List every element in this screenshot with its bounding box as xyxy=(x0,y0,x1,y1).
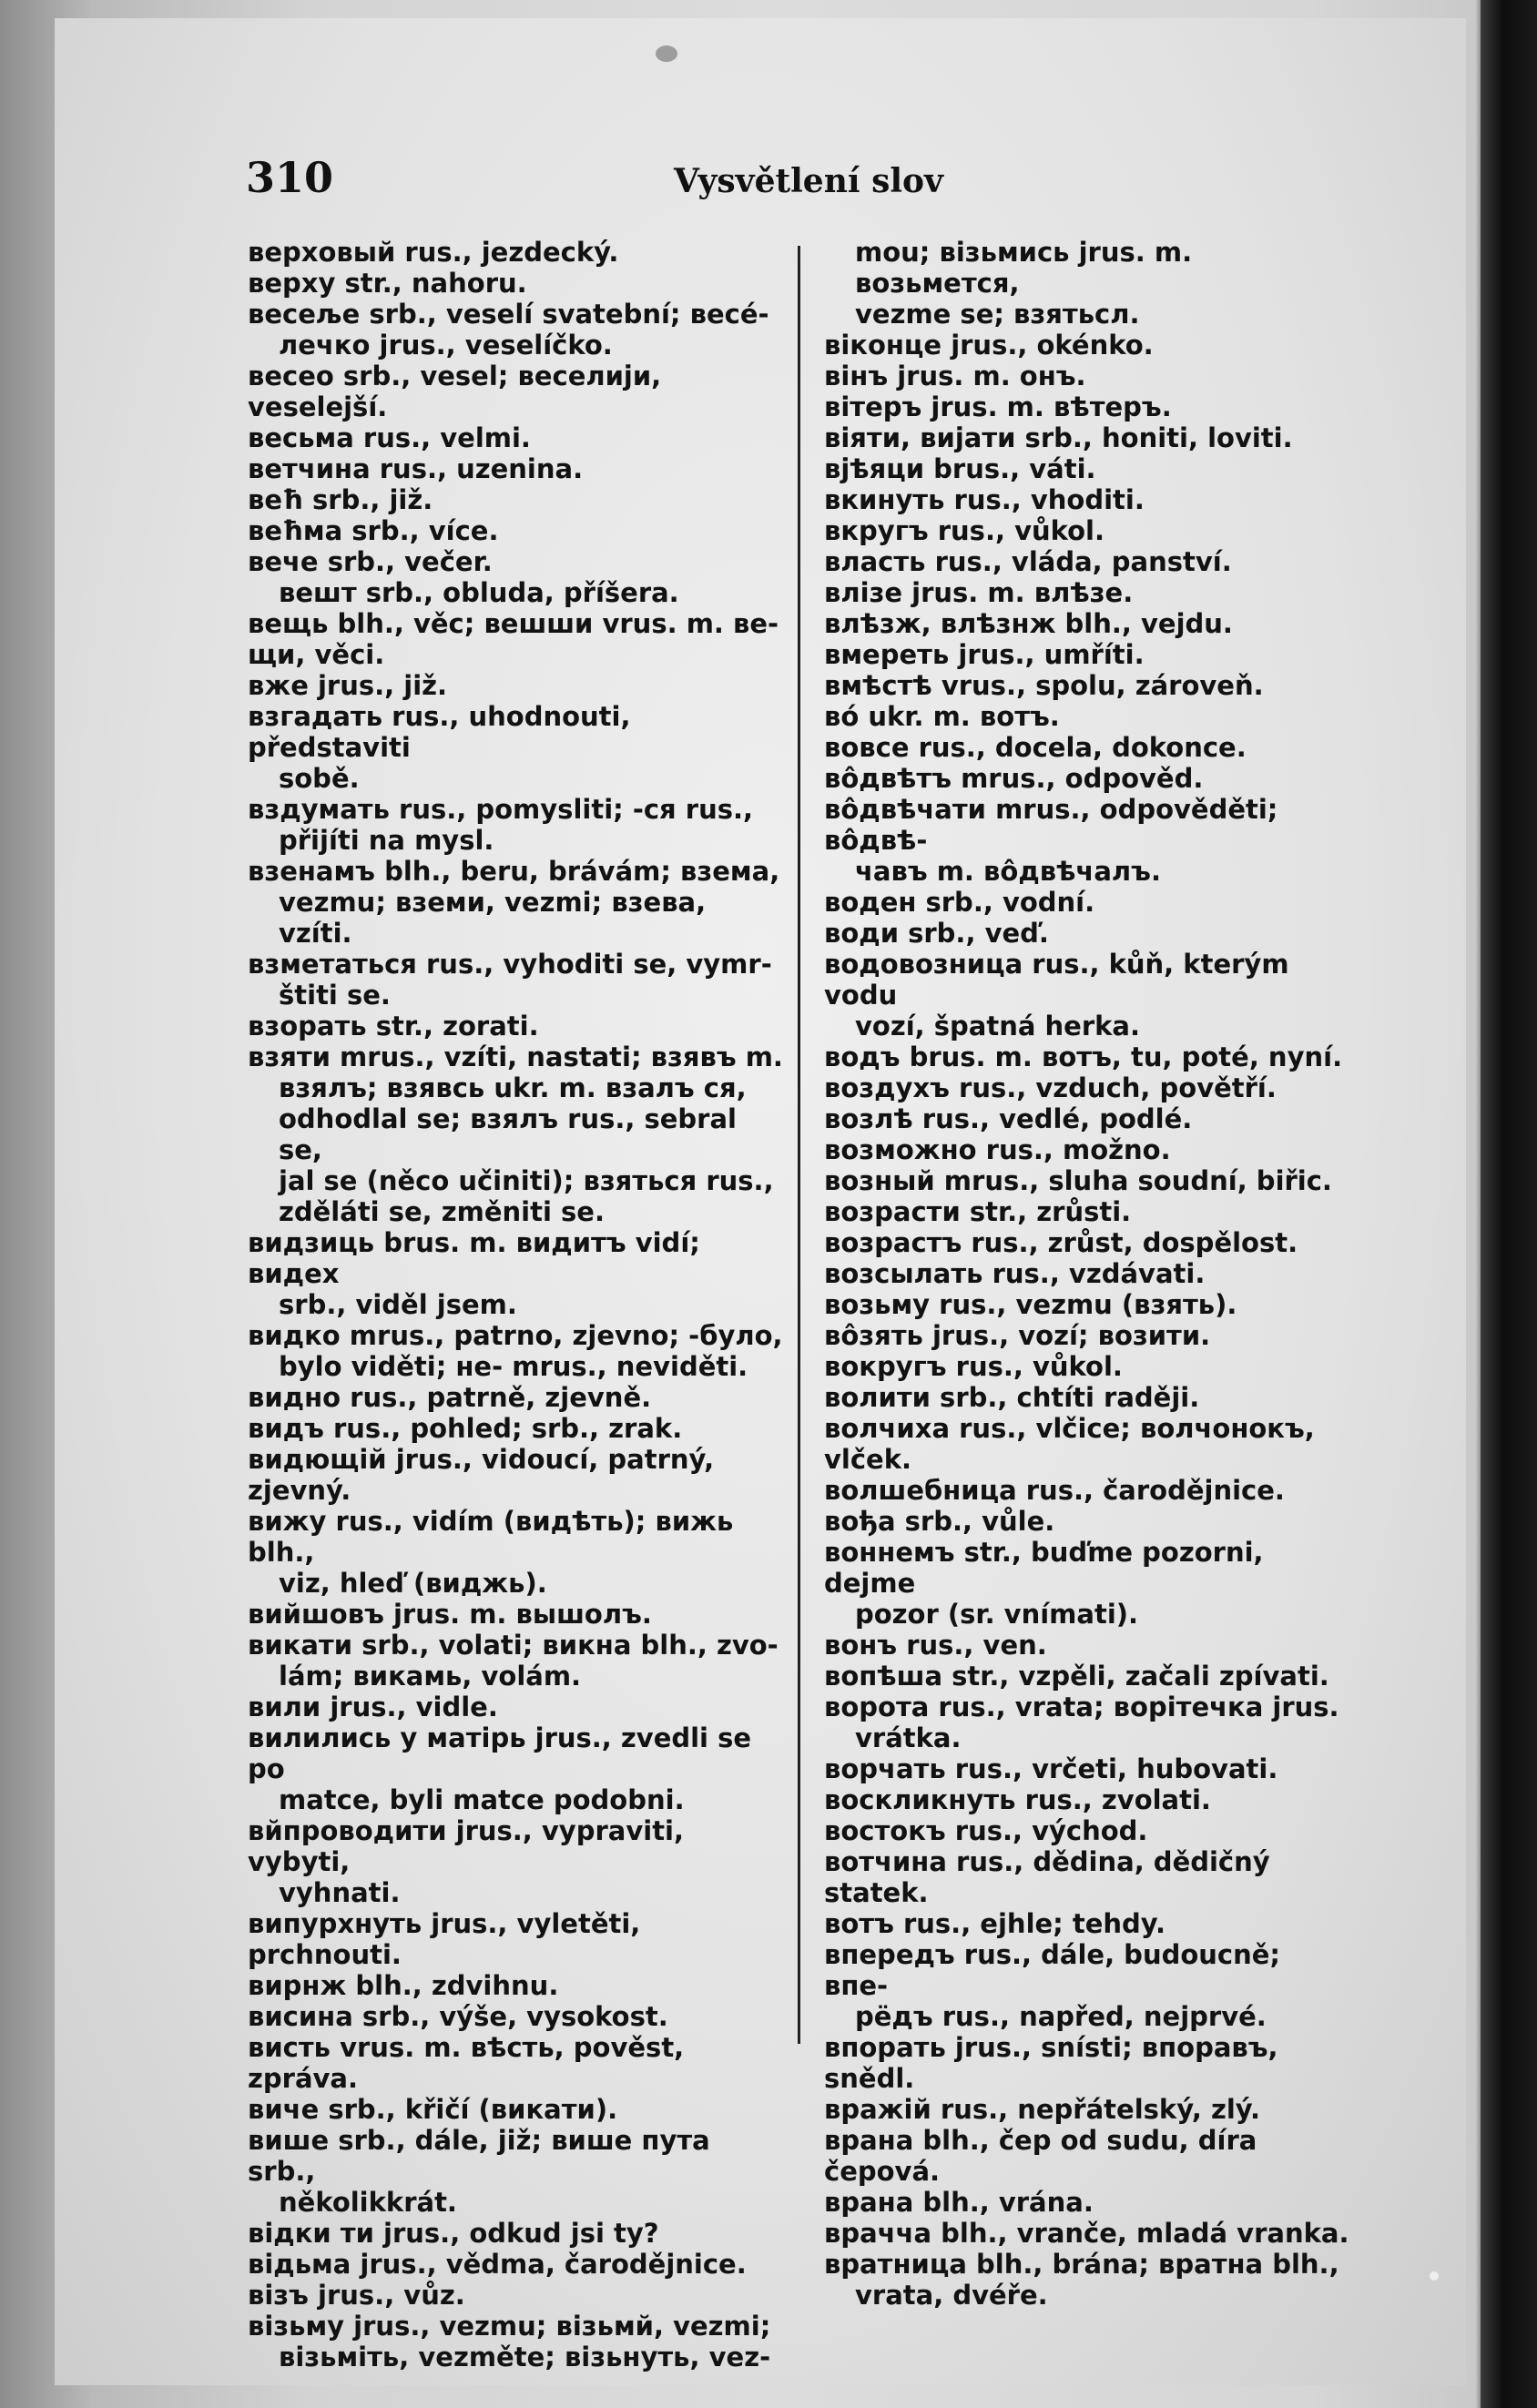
glossary-line: srb., viděl jsem. xyxy=(279,1289,517,1320)
glossary-line: взорать str., zorati. xyxy=(248,1011,539,1041)
glossary-line: весеље srb., veselí svatební; весе́- xyxy=(248,299,769,330)
glossary-line: лечко jrus., veselíčko. xyxy=(279,330,613,361)
glossary-line: видъ rus., pohled; srb., zrak. xyxy=(248,1413,683,1444)
glossary-line: волшебница rus., čarodějnice. xyxy=(824,1475,1285,1506)
glossary-line: возрасти str., zrůsti. xyxy=(824,1196,1132,1227)
glossary-line: вôдвѣтъ mrus., odpověd. xyxy=(824,763,1204,794)
glossary-line: вече srb., večer. xyxy=(248,546,493,577)
glossary-line: вижу rus., vidím (видѣть); вижь blh., xyxy=(248,1506,734,1568)
column-divider xyxy=(798,246,800,2044)
glossary-line: влізе jrus. m. влѣзе. xyxy=(824,577,1134,608)
glossary-line: випурхнуть jrus., vyletěti, prchnouti. xyxy=(248,1908,641,1970)
glossary-line: вешт srb., obluda, příšera. xyxy=(279,577,679,608)
glossary-line: чавъ m. вôдвѣчалъ. xyxy=(855,856,1161,887)
glossary-line: возможно rus., možno. xyxy=(824,1134,1171,1165)
glossary-line: врачча blh., vranče, mladá vranka. xyxy=(824,2218,1349,2249)
glossary-line: влѣзж, влѣзнж blh., vejdu. xyxy=(824,608,1233,639)
glossary-line: возсылать rus., vzdávati. xyxy=(824,1258,1206,1289)
left-glossary-column xyxy=(248,237,785,2372)
glossary-line: видющій jrus., vidoucí, patrný, zjevný. xyxy=(248,1444,715,1506)
glossary-line: видзиць brus. m. видитъ vidí; видех xyxy=(248,1227,700,1289)
glossary-line: odhodlal se; взялъ rus., sebral se, xyxy=(279,1103,737,1165)
glossary-line: вийшовъ jrus. m. вышолъ. xyxy=(248,1599,652,1630)
glossary-line: висть vrus. m. вѣсть, pověst, zpráva. xyxy=(248,2032,685,2094)
glossary-line: відьма jrus., vědma, čarodějnice. xyxy=(248,2249,747,2280)
paper-stain xyxy=(656,46,677,62)
glossary-line: власть rus., vláda, panství. xyxy=(824,546,1232,577)
glossary-line: відки ти jrus., odkud jsi ty? xyxy=(248,2218,659,2249)
glossary-line: вођа srb., vůle. xyxy=(824,1506,1055,1537)
glossary-line: вотъ rus., ejhle; tehdy. xyxy=(824,1908,1166,1939)
glossary-line: štiti se. xyxy=(279,980,391,1011)
glossary-line: воннемъ str., buďme pozorni, dejme xyxy=(824,1537,1264,1599)
glossary-line: několikkrát. xyxy=(279,2187,457,2218)
glossary-line: востокъ rus., východ. xyxy=(824,1815,1148,1846)
glossary-line: врана blh., vrána. xyxy=(824,2187,1094,2218)
glossary-line: вонъ rus., ven. xyxy=(824,1630,1047,1661)
glossary-line: вже jrus., již. xyxy=(248,670,448,701)
glossary-line: візьміть, vezměte; візьнуть, vez- xyxy=(279,2342,771,2372)
glossary-line: веħ srb., již. xyxy=(248,484,433,515)
glossary-line: впередъ rus., dále, budoucně; впе- xyxy=(824,1939,1281,2001)
page-number: 310 xyxy=(246,153,334,202)
glossary-line: водовозница rus., kůň, kterým vodu xyxy=(824,949,1289,1011)
glossary-line: sobě. xyxy=(279,763,360,794)
glossary-line: вôдвѣчати mrus., odpověděti; вôдвѣ- xyxy=(824,794,1278,856)
running-head: Vysvětlení slov xyxy=(674,162,943,200)
glossary-line: рёдъ rus., napřed, nejprvé. xyxy=(855,2001,1267,2032)
glossary-line: вздумать rus., pomysliti; -ся rus., xyxy=(248,794,754,825)
glossary-line: взялъ; взявсь ukr. m. взалъ ся, xyxy=(279,1072,747,1103)
glossary-line: вопѣша str., vzpěli, začali zpívati. xyxy=(824,1661,1329,1692)
glossary-line: викати srb., volati; викна blh., zvo- xyxy=(248,1630,779,1661)
glossary-line: viz, hleď (виджь). xyxy=(279,1568,547,1599)
glossary-line: возлѣ rus., vedlé, podlé. xyxy=(824,1103,1193,1134)
glossary-line: весьма rus., velmi. xyxy=(248,422,531,453)
glossary-line: весео srb., vesel; веселији, veselejší. xyxy=(248,361,662,422)
glossary-line: води srb., veď. xyxy=(824,918,1049,949)
glossary-line: вітеръ jrus. m. вѣтеръ. xyxy=(824,391,1172,422)
glossary-line: вкругъ rus., vůkol. xyxy=(824,515,1105,546)
glossary-line: врана blh., čep od sudu, díra čepová. xyxy=(824,2125,1257,2187)
glossary-line: воден srb., vodní. xyxy=(824,887,1095,918)
glossary-line: щи, věci. xyxy=(248,639,385,670)
glossary-line: возьму rus., vezmu (взять). xyxy=(824,1289,1237,1320)
glossary-line: взметаться rus., vyhoditi se, vymr- xyxy=(248,949,772,980)
glossary-line: возный mrus., sluha soudní, biřic. xyxy=(824,1165,1332,1196)
glossary-line: вилились у матірь jrus., zvedli se po xyxy=(248,1722,752,1784)
glossary-line: вмѣстѣ vrus., spolu, zároveň. xyxy=(824,670,1264,701)
glossary-line: vozí, špatná herka. xyxy=(855,1011,1141,1041)
glossary-line: виче srb., křičí (викати). xyxy=(248,2094,618,2125)
glossary-line: вирнж blh., zdvihnu. xyxy=(248,1970,559,2001)
glossary-line: вјѣяци brus., váti. xyxy=(824,453,1096,484)
glossary-line: взгадать rus., uhodnouti, představiti xyxy=(248,701,631,763)
glossary-line: vezme se; взятьсл. xyxy=(855,299,1140,330)
glossary-line: візъ jrus., vůz. xyxy=(248,2280,465,2311)
glossary-line: верху str., nahoru. xyxy=(248,268,527,299)
glossary-line: ворчать rus., vrčeti, hubovati. xyxy=(824,1753,1278,1784)
glossary-line: vyhnati. xyxy=(279,1877,401,1908)
glossary-line: bylo viděti; не- mrus., neviděti. xyxy=(279,1351,748,1382)
right-glossary-column xyxy=(824,237,1352,2311)
glossary-line: vrata, dvéře. xyxy=(855,2280,1048,2311)
glossary-line: взенамъ blh., beru, brávám; взема, xyxy=(248,856,780,887)
glossary-line: vrátka. xyxy=(855,1722,962,1753)
glossary-line: ветчина rus., uzenina. xyxy=(248,453,584,484)
glossary-line: возрастъ rus., zrůst, dospělost. xyxy=(824,1227,1298,1258)
book-spine-shadow xyxy=(1481,0,1537,2408)
glossary-line: vezmu; вземи, vezmi; взева, vzíti. xyxy=(279,887,707,949)
glossary-line: веħма srb., více. xyxy=(248,515,499,546)
glossary-line: висина srb., výše, vysokost. xyxy=(248,2001,668,2032)
glossary-line: видко mrus., patrno, zjevno; -було, xyxy=(248,1320,783,1351)
glossary-line: matce, byli matce podobni. xyxy=(279,1784,685,1815)
glossary-line: воскликнуть rus., zvolati. xyxy=(824,1784,1211,1815)
glossary-line: водъ brus. m. вотъ, tu, poté, nyní. xyxy=(824,1041,1343,1072)
glossary-line: вôзять jrus., vozí; возити. xyxy=(824,1320,1211,1351)
glossary-line: вратница blh., brána; вратна blh., xyxy=(824,2249,1339,2280)
glossary-line: верховый rus., jezdecký. xyxy=(248,237,619,268)
glossary-line: видно rus., patrně, zjevně. xyxy=(248,1382,652,1413)
glossary-line: вражій rus., nepřátelský, zlý. xyxy=(824,2094,1261,2125)
glossary-line: више srb., dále, již; више пута srb., xyxy=(248,2125,710,2187)
glossary-line: lám; викамь, volám. xyxy=(279,1661,582,1692)
glossary-line: jal se (něco učiniti); взяться rus., xyxy=(279,1165,774,1196)
glossary-line: впорать jrus., snísti; впоравъ, snědl. xyxy=(824,2032,1278,2094)
glossary-line: віконце jrus., okénko. xyxy=(824,330,1154,361)
glossary-line: вовсе rus., docela, dokonce. xyxy=(824,732,1247,763)
glossary-line: воздухъ rus., vzduch, povětří. xyxy=(824,1072,1277,1103)
glossary-line: вещь blh., věc; вешши vrus. m. ве- xyxy=(248,608,779,639)
paper-speck xyxy=(1430,2271,1439,2281)
glossary-line: візьму jrus., vezmu; візьмй, vezmi; xyxy=(248,2311,771,2342)
glossary-line: вкинуть rus., vhoditi. xyxy=(824,484,1145,515)
glossary-line: вó ukr. m. вотъ. xyxy=(824,701,1060,732)
glossary-line: вокругъ rus., vůkol. xyxy=(824,1351,1123,1382)
glossary-line: вінъ jrus. m. онъ. xyxy=(824,361,1086,391)
glossary-line: вотчина rus., dědina, dědičný statek. xyxy=(824,1846,1270,1908)
glossary-line: волчиха rus., vlčice; волчонокъ, vlček. xyxy=(824,1413,1315,1475)
glossary-line: віяти, вијати srb., honiti, loviti. xyxy=(824,422,1293,453)
glossary-line: mou; візьмись jrus. m. возьмется, xyxy=(855,237,1193,299)
glossary-line: ворота rus., vrata; ворітечка jrus. xyxy=(824,1692,1339,1722)
glossary-line: вйпроводити jrus., vypraviti, vybyti, xyxy=(248,1815,685,1877)
glossary-line: zděláti se, změniti se. xyxy=(279,1196,605,1227)
glossary-line: pozor (sr. vnímati). xyxy=(855,1599,1139,1630)
glossary-line: вмереть jrus., umříti. xyxy=(824,639,1145,670)
glossary-line: вили jrus., vidle. xyxy=(248,1692,498,1722)
glossary-line: взяти mrus., vzíti, nastati; взявъ m. xyxy=(248,1041,783,1072)
glossary-line: волити srb., chtíti raději. xyxy=(824,1382,1200,1413)
glossary-line: přijíti na mysl. xyxy=(279,825,494,856)
